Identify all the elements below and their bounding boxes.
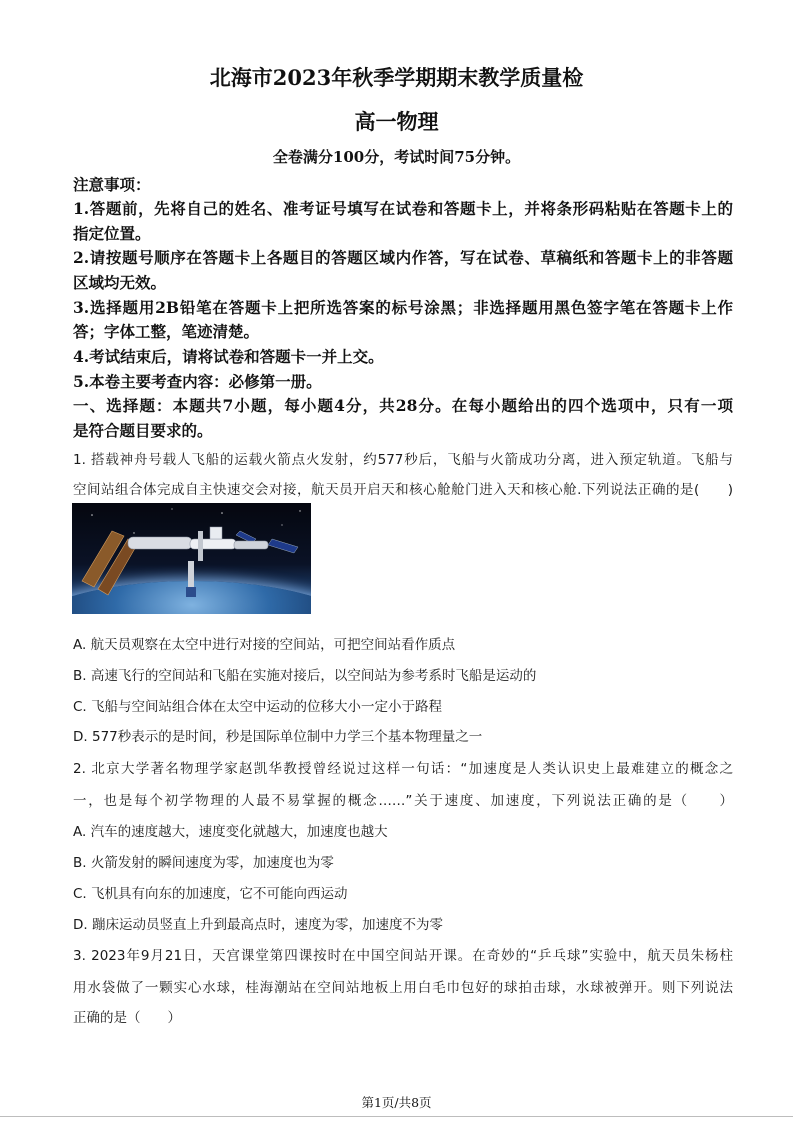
note-3-line-1: 3.选择题用2B铅笔在答题卡上把所选答案的标号涂黑；非选择题用黑色签字笔在答题卡上作	[73, 298, 733, 317]
section-1-heading: 一、选择题：本题共7小题，每小题4分，共28分。在每小题给出的四个选项中，只有一项	[73, 396, 733, 415]
q3-stem-line-3: 正确的是（ ）	[73, 1010, 181, 1026]
q2-option-a: A. 汽车的速度越大，速度变化就越大，加速度也越大	[73, 824, 388, 840]
exam-info: 全卷满分100分，考试时间75分钟。	[272, 148, 521, 166]
note-1-line-1: 1.答题前，先将自己的姓名、准考证号填写在试卷和答题卡上，并将条形码粘贴在答题卡上的	[73, 199, 733, 218]
footer-divider	[0, 1116, 793, 1117]
q3-stem-line-2: 用水袋做了一颗实心水球，桂海潮站在空间站地板上用白毛巾包好的球拍击球，水球被弹开。则下列说法	[73, 980, 733, 996]
space-station-photo	[72, 503, 311, 614]
exam-title: 北海市2023年秋季学期期末教学质量检	[209, 65, 584, 90]
section-1-heading-cont: 是符合题目要求的。	[73, 421, 213, 440]
q3-stem-line-1: 3. 2023年9月21日，天宫课堂第四课按时在中国空间站开课。在奇妙的“乒乓球”实验中，航天员朱杨柱	[73, 948, 733, 964]
q1-option-d: D. 577秒表示的是时间，秒是国际单位制中力学三个基本物理量之一	[73, 729, 483, 745]
subject-title: 高一物理	[354, 109, 439, 134]
q1-option-b: B. 高速飞行的空间站和飞船在实施对接后，以空间站为参考系时飞船是运动的	[73, 668, 537, 684]
q1-option-a: A. 航天员观察在太空中进行对接的空间站，可把空间站看作质点	[73, 637, 456, 653]
page-number: 第1页/共8页	[361, 1095, 432, 1110]
q1-stem-line-2: 空间站组合体完成自主快速交会对接，航天员开启天和核心舱舱门进入天和核心舱.下列说法正确的是( )	[73, 482, 733, 498]
notes-heading: 注意事项：	[73, 175, 151, 194]
note-2-line-1: 2.请按题号顺序在答题卡上各题目的答题区域内作答，写在试卷、草稿纸和答题卡上的非答题	[73, 248, 733, 267]
note-3-line-2: 答；字体工整，笔迹清楚。	[73, 322, 260, 341]
q1-stem-line-1: 1. 搭载神舟号载人飞船的运载火箭点火发射，约577秒后，飞船与火箭成功分离，进入预定轨道。飞船与	[73, 452, 733, 468]
note-5: 5.本卷主要考查内容：必修第一册。	[73, 372, 322, 391]
space-station-illustration	[72, 503, 311, 614]
note-2-line-2: 区域均无效。	[73, 273, 167, 292]
q2-option-d: D. 蹦床运动员竖直上升到最高点时，速度为零，加速度不为零	[73, 917, 443, 933]
q1-option-c: C. 飞船与空间站组合体在太空中运动的位移大小一定小于路程	[73, 699, 443, 715]
note-1-line-2: 指定位置。	[73, 224, 151, 243]
note-4: 4.考试结束后，请将试卷和答题卡一并上交。	[73, 347, 384, 366]
q2-option-b: B. 火箭发射的瞬间速度为零，加速度也为零	[73, 855, 334, 871]
q2-stem-line-2: 一，也是每个初学物理的人最不易掌握的概念……”关于速度、加速度，下列说法正确的是（ ）	[73, 793, 733, 809]
q2-stem-line-1: 2. 北京大学著名物理学家赵凯华教授曾经说过这样一句话：“加速度是人类认识史上最难建立的概念之	[73, 761, 733, 777]
q2-option-c: C. 飞机具有向东的加速度，它不可能向西运动	[73, 886, 348, 902]
